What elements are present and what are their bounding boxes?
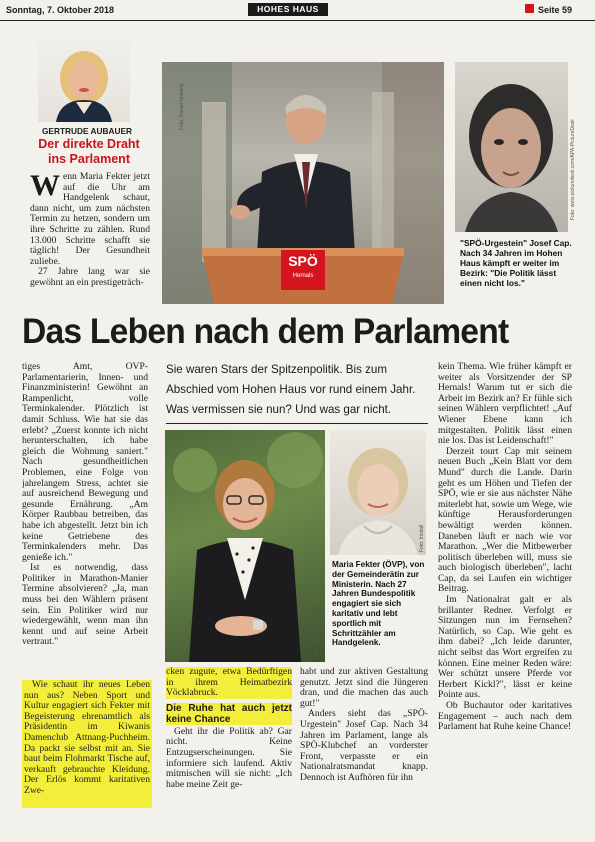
header-rule <box>0 20 595 21</box>
deck-rule <box>166 423 428 424</box>
left-column-text <box>22 362 148 678</box>
column-intro-text <box>30 172 150 300</box>
photo-credit-fekter-2: Foto: Imstall <box>419 524 425 552</box>
column-para-1: enn Maria Fekter jetzt auf die Uhr am Handgelenk schaut, dann nicht, um zum nächsten Termin zu hetzen, sondern um ihre Schritte zu zählen. Rund 13.000 Schritte schafft sie täglich! Der Gesundheit zuliebe. <box>30 172 150 267</box>
column-para-2: 27 Jahre lang war sie gewöhnt an ein prestigeträch- <box>30 266 150 288</box>
author-name: GERTRUDE AUBAUER <box>41 126 133 136</box>
spo-sign <box>281 250 325 290</box>
author-portrait <box>38 40 130 122</box>
section-label: HOHES HAUS <box>248 3 328 16</box>
middle-para-1: cken zugute, etwa Bedürftigen in ihrem Heimatbezirk Vöcklabruck. <box>166 667 292 699</box>
photo-credit-main: Foto: Daniel Novotny <box>179 83 185 130</box>
middle-column-text <box>166 667 292 817</box>
cap-portrait-photo <box>455 62 568 232</box>
right-para-1: kein Thema. Wie früher kämpft er weiter als Vorsitzender der SP Hernals! Warum tut er sich die Arbeit im Bezirk an? Er fühle sich seinen Wählern verpflichtet! „Auf Wiener Ebene kann ich mitgestalten. Politik lässt einen nie los. Das ist Leidenschaft!" <box>438 362 572 447</box>
right-para-2: Derzeit tourt Cap mit seinem neuen Buch „Kein Blatt vor dem Mund" durch die Lande. Darin geht es um Höhen und Tiefen der SPÖ, wie er sie aus nächster Nähe miterlebt hat, sowie um Wege, wie künftige Herausforderungen bewältigt werden können. Daneben läuft er nach wie vor Marathon. „Wer die Mitbewerber politisch überleben will, muss sie auch biologisch überleben", lacht Cap, da sei Laufen ein wichtiger Beitrag. <box>438 445 572 595</box>
krone-icon <box>525 4 534 13</box>
fekter-portrait-photo <box>330 430 426 555</box>
spo-sign-label: SPÖ <box>288 253 318 269</box>
spo-sign-sub: Hernals <box>292 273 314 279</box>
left-highlighted-text <box>22 680 152 808</box>
left-para-1: tiges Amt, ÖVP-Parlamentarierin, Innen- und Finanzministerin! Gewöhnt an Rampenlicht, volle Terminkalender. Plötzlich ist damit Schluss. Wie hat sie das erlebt? „Zuerst konnte ich nicht herunterschalten, ich habe gleich die Wohnung saniert." Nach gesundheitlichen Problemen, eine Folge von jahrelangem Stress, achtet sie auf ausreichend Bewegung und gesunde Ernährung. „Am Körper Raubbau betreiben, das habe ich abgestellt. Jetzt bin ich keine Getriebene des Terminkalenders mehr. Das genieße ich." <box>22 362 148 563</box>
right-column-text <box>438 362 572 836</box>
cap-lectern-photo <box>162 62 444 304</box>
fekter-photo <box>165 430 325 662</box>
page-header <box>0 0 595 20</box>
middle-b-para-1: habt und zur aktiven Gestaltung genutzt. Jetzt sind die Jüngeren dran, und die machen das auch gut!" <box>300 667 428 709</box>
photo-credit-fekter: Foto: Gertrude Aubauer <box>314 605 320 658</box>
page-number: Seite 59 <box>538 5 573 15</box>
right-para-4: Ob Buchautor oder karitatives Engagement – auch nach dem Parlament hat Ruhe keine Chance! <box>438 700 572 733</box>
main-headline: Das Leben nach dem Parlament <box>22 312 509 351</box>
fekter-caption: Maria Fekter (ÖVP), von der Gemeinderätin zur Ministerin. Nach 27 Jahren Bundespolitik engagiert sie sich karitativ und lebt sportlich mit Schrittzähler am Handgelenk. <box>332 560 425 648</box>
left-para-3: Wie schaut ihr neues Leben nun aus? Neben Sport und Kultur engagiert sich Fekter mit Begeisterung ehrenamtlich als Präsidentin im Kiwanis Damenclub Attnang-Puchheim. Da packt sie selbst mit an. Sie baut beim Flohmarkt Tische auf, verkauft gebrauchte Kleidung. Der Erlös kommt karitativen Zwe- <box>24 680 150 796</box>
photo-credit-right: Foto: www.picturedesk.com/APA-PictureDesk <box>570 119 576 220</box>
issue-date: Sonntag, 7. Oktober 2018 <box>6 5 115 15</box>
middle-column-b-text <box>300 667 428 817</box>
left-para-2: Ist es notwendig, dass Politiker in Marathon-Manier Termine absolvieren? „Ja, man muss bei den Wählern präsent sein. Ein Politiker wird nur wiedergewählt, wenn man ihn kennt und auf seine Arbeit vertraut." <box>22 562 148 648</box>
middle-b-para-2: Anders sieht das „SPÖ-Urgestein" Josef Cap. Nach 34 Jahren im Parlament, lange als SPÖ-Klubchef an vorderster Front, verpasste er ein Nationalratsmandat knapp. Dennoch ist Aufhören für ihn <box>300 708 428 783</box>
article-deck: Sie waren Stars der Spitzenpolitik. Bis zum Abschied vom Hohen Haus vor rund einem Jahr. Was vermissen sie nun? Und was gar nicht. <box>166 363 416 416</box>
column-title: Der direkte Draht <box>38 137 140 151</box>
cap-caption: "SPÖ-Urgestein" Josef Cap. Nach 34 Jahren im Hohen Haus kämpft er weiter im Bezirk: "Die Politik lässt einen nicht los." <box>460 238 572 288</box>
middle-para-2: Geht ihr die Politik ab? Gar nicht. Keine Entzugserscheinungen. Sie informiere sich laufend. Aktiv mitmischen will sie nicht: „Ich habe meine Zeit ge- <box>166 725 292 790</box>
middle-subhead: Die Ruhe hat auch jetzt keine Chance <box>166 702 292 725</box>
right-para-3: Im Nationalrat galt er als brillanter Redner. Verfolgt er Sitzungen nun im Fernsehen? Natürlich, so Cap. Wie geht es ihm dabei? „Ich leide darunter, nicht selbst das Wort ergreifen zu können. Eine meiner Reden wäre: Wer schützt unsere Pferde vor Herbert Kickl?", lässt er keine Pointe aus. <box>438 594 572 701</box>
drop-cap: W <box>30 172 60 202</box>
column-title-second: ins Parlament <box>48 152 130 166</box>
